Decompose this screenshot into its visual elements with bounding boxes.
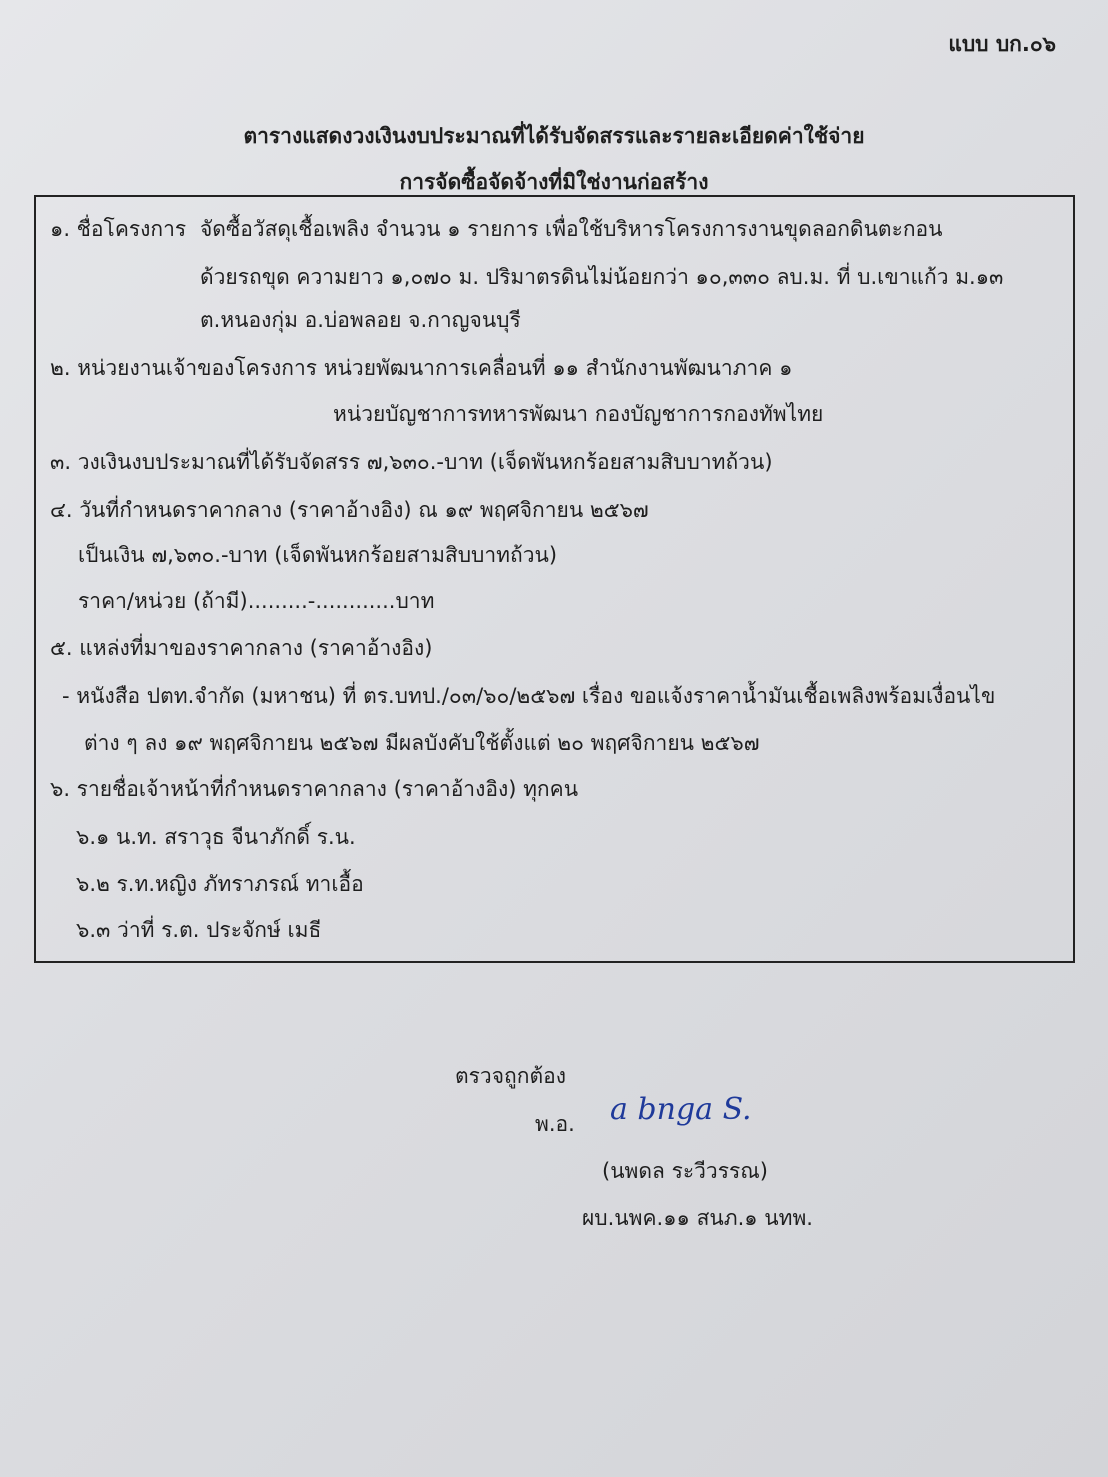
item-6-line-1: ๖. รายชื่อเจ้าหน้าที่กำหนดราคากลาง (ราคาอ้างอิง) ทุกคน	[50, 777, 579, 801]
form-code: แบบ บก.๐๖	[948, 32, 1056, 56]
item-1-line-2: ด้วยรถขุด ความยาว ๑,๐๗๐ ม. ปริมาตรดินไม่น้อยกว่า ๑๐,๓๓๐ ลบ.ม. ที่ บ.เขาแก้ว ม.๑๓	[200, 265, 1004, 289]
item-4-line-1: ๔. วันที่กำหนดราคากลาง (ราคาอ้างอิง) ณ ๑๙ พฤศจิกายน ๒๕๖๗	[50, 498, 649, 522]
title-line-1: ตารางแสดงวงเงินงบประมาณที่ได้รับจัดสรรและรายละเอียดค่าใช้จ่าย	[243, 124, 865, 148]
handwritten-signature: a bnga S.	[610, 1092, 752, 1127]
item-1-line-1: จัดซื้อวัสดุเชื้อเพลิง จำนวน ๑ รายการ เพื่อใช้บริหารโครงการงานขุดลอกดินตะกอน	[200, 217, 943, 241]
item-2-line-1: ๒. หน่วยงานเจ้าของโครงการ หน่วยพัฒนาการเคลื่อนที่ ๑๑ สำนักงานพัฒนาภาค ๑	[50, 356, 793, 380]
item-6-1: ๖.๑ น.ท. สราวุธ จีนาภักดิ์ ร.น.	[76, 825, 356, 849]
item-4-line-2: เป็นเงิน ๗,๖๓๐.-บาท (เจ็ดพันหกร้อยสามสิบบาทถ้วน)	[78, 543, 558, 567]
item-1-line-3: ต.หนองกุ่ม อ.บ่อพลอย จ.กาญจนบุรี	[200, 308, 521, 332]
item-5-line-3: ต่าง ๆ ลง ๑๙ พฤศจิกายน ๒๕๖๗ มีผลบังคับใช้ตั้งแต่ ๒๐ พฤศจิกายน ๒๕๖๗	[84, 731, 760, 755]
item-6-2: ๖.๒ ร.ท.หญิง ภัทราภรณ์ ทาเอื้อ	[76, 872, 364, 896]
title-line-2: การจัดซื้อจัดจ้างที่มิใช่งานก่อสร้าง	[399, 170, 709, 194]
item-3: ๓. วงเงินงบประมาณที่ได้รับจัดสรร ๗,๖๓๐.-บาท (เจ็ดพันหกร้อยสามสิบบาทถ้วน)	[50, 450, 773, 474]
item-5-line-2: - หนังสือ ปตท.จำกัด (มหาชน) ที่ ตร.บทป./๐๓/๖๐/๒๕๖๗ เรื่อง ขอแจ้งราคาน้ำมันเชื้อเพลิงพร้อมเงื่อนไข	[62, 684, 996, 708]
item-2-line-2: หน่วยบัญชาการทหารพัฒนา กองบัญชาการกองทัพไทย	[333, 402, 824, 426]
signer-rank: พ.อ.	[535, 1112, 575, 1136]
item-6-3: ๖.๓ ว่าที่ ร.ต. ประจักษ์ เมธี	[76, 918, 322, 942]
item-5-line-1: ๕. แหล่งที่มาของราคากลาง (ราคาอ้างอิง)	[50, 636, 433, 660]
item-1-label: ๑. ชื่อโครงการ	[50, 217, 187, 241]
verified-label: ตรวจถูกต้อง	[455, 1064, 566, 1088]
signer-name: (นพดล ระวีวรรณ)	[602, 1159, 768, 1183]
signer-position: ผบ.นพค.๑๑ สนภ.๑ นทพ.	[582, 1206, 813, 1230]
item-4-line-3: ราคา/หน่วย (ถ้ามี).........-............บาท	[78, 589, 435, 613]
